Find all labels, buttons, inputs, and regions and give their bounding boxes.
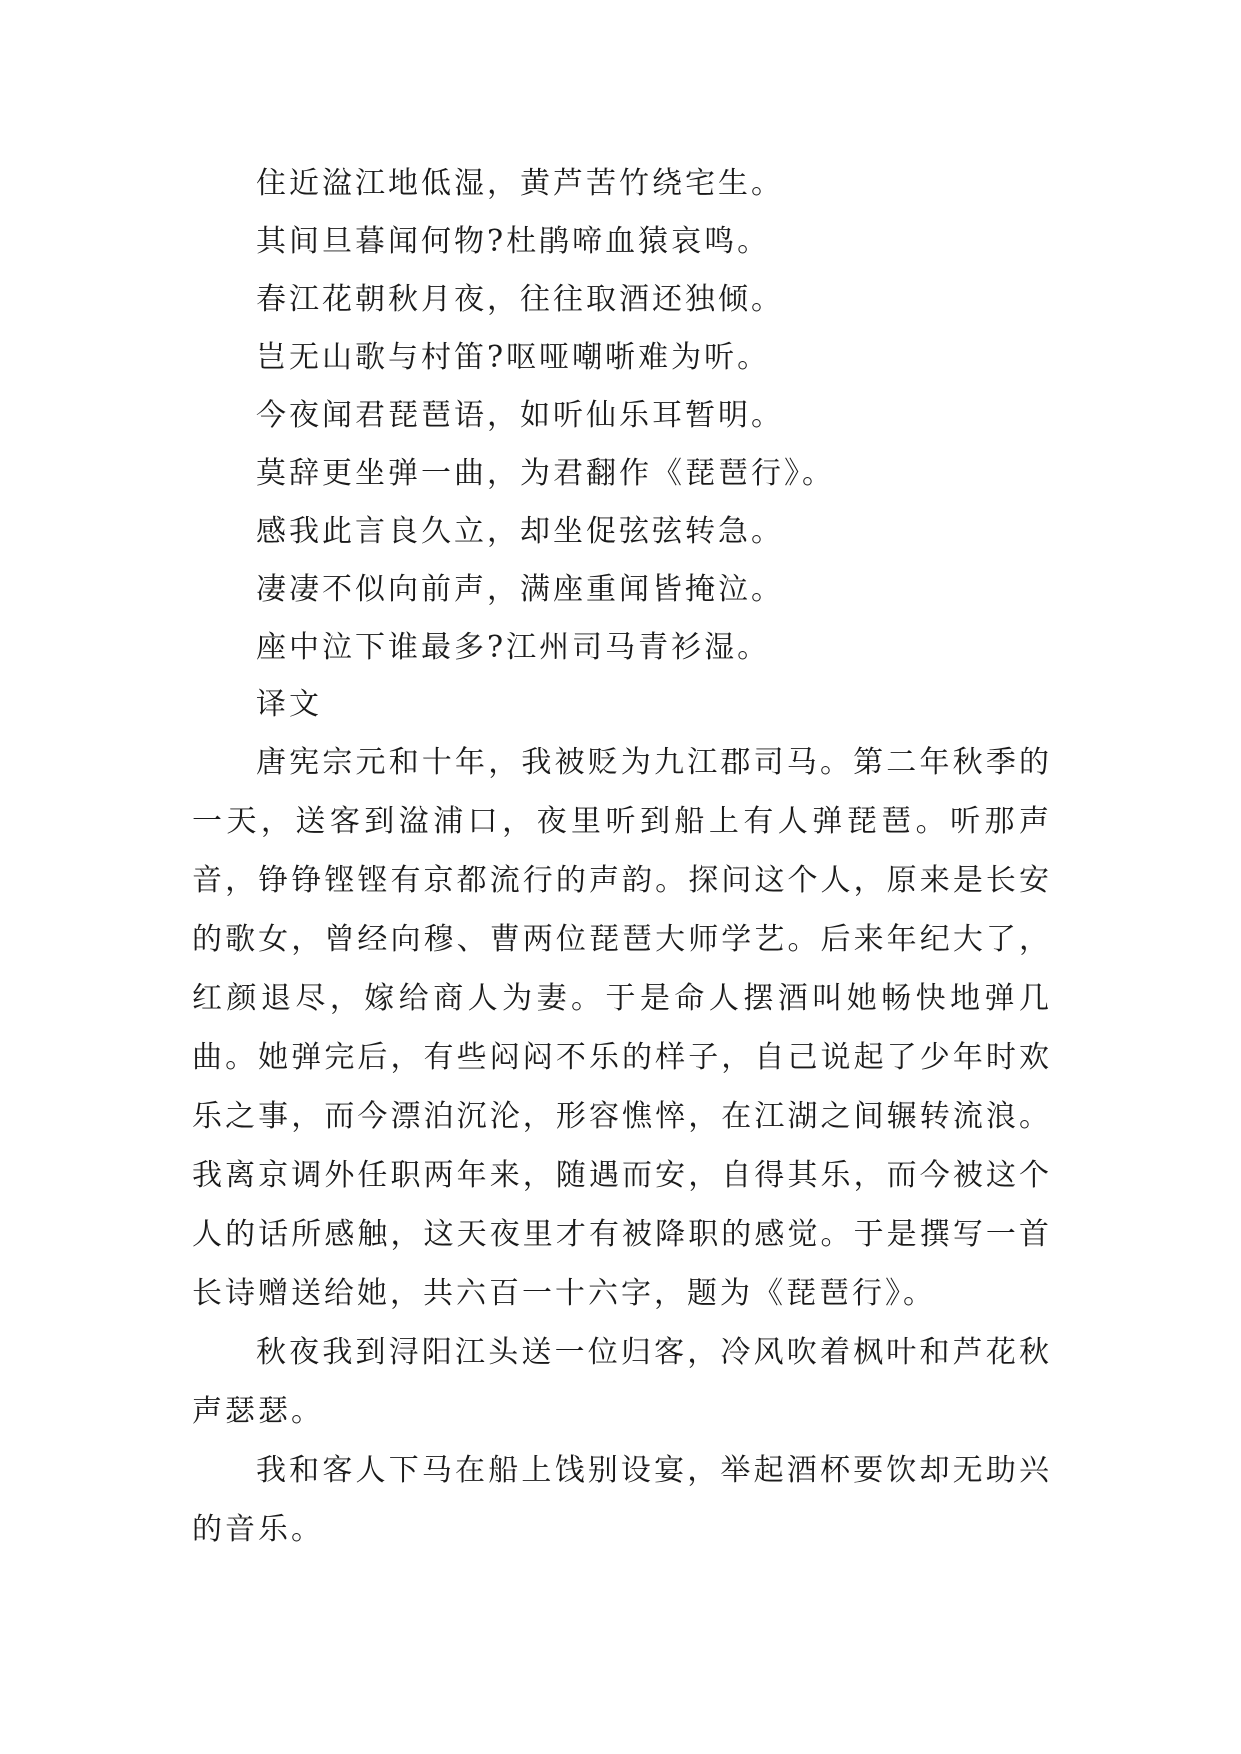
poem-line: 感我此言良久立，却坐促弦弦转急。 bbox=[256, 514, 784, 549]
translation-paragraph: 秋夜我到浔阳江头送一位归客，冷风吹着枫叶和芦花秋声瑟瑟。 bbox=[192, 1335, 1052, 1429]
poem-line: 今夜闻君琵琶语，如听仙乐耳暂明。 bbox=[256, 398, 784, 433]
poem-line: 住近湓江地低湿，黄芦苦竹绕宅生。 bbox=[256, 166, 784, 201]
document-body bbox=[192, 155, 1052, 1559]
poem-line: 岂无山歌与村笛?呕哑嘲哳难为听。 bbox=[256, 340, 771, 375]
poem-line: 莫辞更坐弹一曲，为君翻作《琵琶行》。 bbox=[256, 456, 835, 491]
section-heading: 译文 bbox=[256, 687, 322, 722]
poem-line: 春江花朝秋月夜，往往取酒还独倾。 bbox=[256, 282, 784, 317]
translation-paragraph: 唐宪宗元和十年，我被贬为九江郡司马。第二年秋季的一天，送客到湓浦口，夜里听到船上有人弹琵琶。听那声音，铮铮铿铿有京都流行的声韵。探问这个人，原来是长安的歌女，曾经向穆、曹两位琵琶大师学艺。后来年纪大了，红颜退尽，嫁给商人为妻。于是命人摆酒叫她畅快地弹几曲。她弹完后，有些闷闷不乐的样子，自己说起了少年时欢乐之事，而今漂泊沉沦，形容憔悴，在江湖之间辗转流浪。我离京调外任职两年来，随遇而安，自得其乐，而今被这个人的话所感触，这天夜里才有被降职的感觉。于是撰写一首长诗赠送给她，共六百一十六字，题为《琵琶行》。 bbox=[192, 745, 1052, 1311]
poem-line: 其间旦暮闻何物?杜鹃啼血猿哀鸣。 bbox=[256, 224, 771, 259]
translation-paragraph: 我和客人下马在船上饯别设宴，举起酒杯要饮却无助兴的音乐。 bbox=[192, 1453, 1052, 1547]
poem-line: 凄凄不似向前声，满座重闻皆掩泣。 bbox=[256, 572, 784, 607]
poem-line: 座中泣下谁最多?江州司马青衫湿。 bbox=[256, 630, 771, 665]
